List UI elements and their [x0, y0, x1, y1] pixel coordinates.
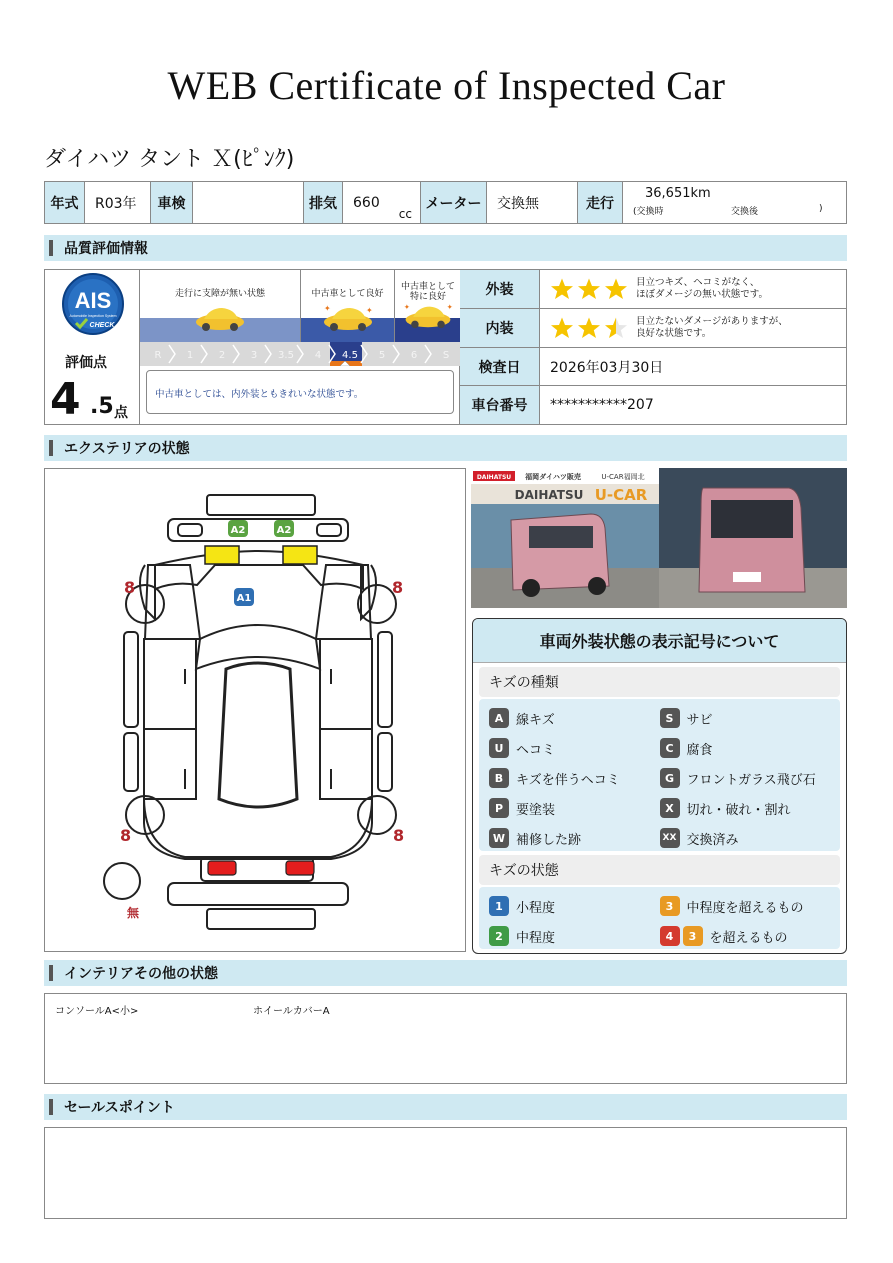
- score-main: 4: [50, 374, 79, 425]
- exterior-stars: [550, 277, 628, 301]
- legend-label: サビ: [686, 712, 713, 728]
- scale-tick-label: S: [442, 350, 450, 361]
- car-icon: [192, 303, 248, 333]
- quality-section-header: 品質評価情報: [44, 235, 847, 261]
- legend-type-item: [660, 763, 831, 793]
- legend-label: 中程度を超えるもの: [686, 900, 804, 916]
- exterior-grade-row: [460, 270, 847, 309]
- legend-types-header: キズの種類: [479, 667, 840, 697]
- ais-logo-check: CHECK: [89, 322, 115, 329]
- scale-tick-label: 5: [378, 350, 386, 361]
- engine-unit: cc: [398, 207, 412, 221]
- legend-label: 要塗装: [516, 802, 556, 818]
- legend-badge: A: [489, 708, 509, 728]
- legend-type-item: [489, 703, 660, 733]
- legend-label: 線キズ: [516, 712, 555, 728]
- exterior-desc: [636, 277, 768, 301]
- mileage-exchange-note: [633, 204, 846, 217]
- photo-banner-mid: 福岡ダイハツ販売: [525, 473, 581, 481]
- quality-rows: [460, 270, 847, 424]
- tire-tread-rear-right: 8: [393, 826, 405, 845]
- interior-grade-label: 内装: [460, 309, 540, 347]
- legend-label: を超えるもの: [709, 930, 788, 946]
- meter-value: 交換無: [487, 182, 578, 223]
- exterior-grade-label: 外装: [460, 270, 540, 308]
- legend-badge: 3: [683, 926, 703, 946]
- svg-text:✦: ✦: [403, 302, 410, 312]
- year-value: R03年: [85, 182, 151, 223]
- legend-label: 切れ・破れ・割れ: [686, 802, 791, 818]
- legend-label: ヘコミ: [516, 742, 556, 758]
- inspection-date-row: [460, 348, 847, 386]
- star-icon: [550, 277, 574, 301]
- interior-section-header: インテリアその他の状態: [44, 960, 847, 986]
- damage-legend: [472, 618, 847, 954]
- interior-grade-row: [460, 309, 847, 348]
- legend-badge: X: [660, 798, 680, 818]
- legend-type-item: [489, 793, 660, 823]
- star-icon: [577, 316, 601, 340]
- legend-label: 交換済み: [686, 832, 739, 848]
- grade-column-1-label: 走行に支障が無い状態: [174, 289, 265, 299]
- legend-badge: U: [489, 738, 509, 758]
- legend-label: 補修した跡: [516, 832, 582, 848]
- scale-tick-label: 4.5: [342, 350, 358, 361]
- grade-chart: [140, 270, 460, 424]
- legend-badge: B: [489, 768, 509, 788]
- legend-type-item: [489, 823, 660, 853]
- mileage-label: 走行: [578, 182, 623, 223]
- svg-text:✦: ✦: [365, 306, 373, 315]
- year-label: 年式: [45, 182, 85, 223]
- inspection-date-value: 2026年03月30日: [550, 359, 664, 376]
- shaken-label: 車検: [151, 182, 193, 223]
- damage-mark-a1: A1: [236, 593, 252, 604]
- legend-label: フロントガラス飛び石: [686, 772, 816, 788]
- spec-table: [44, 181, 847, 224]
- legend-badge: XX: [660, 828, 680, 848]
- legend-badge: 3: [660, 896, 680, 916]
- grade-note: 中古車としては、内外装ともきれいな状態です。: [146, 370, 454, 414]
- interior-desc-2: 良好な状態です。: [636, 328, 712, 339]
- scale-tick-label: R: [154, 350, 162, 361]
- interior-stars: [550, 316, 628, 340]
- legend-state-item: [660, 921, 831, 951]
- legend-badge: 1: [489, 896, 509, 916]
- score-decimal: .5: [90, 394, 114, 419]
- exterior-desc-2: ほぼダメージの無い状態です。: [636, 289, 769, 300]
- interior-note-2: ホイールカバーA: [253, 1006, 330, 1017]
- photo-banner-left: DAIHATSU: [476, 474, 512, 481]
- grade-column-3: [394, 270, 460, 342]
- scale-tick-label: 6: [410, 350, 418, 361]
- car-icon: [320, 303, 376, 333]
- interior-desc-1: 目立たないダメージがありますが、: [636, 316, 788, 327]
- mileage-cell: [623, 182, 846, 223]
- grade-column-2: [300, 270, 394, 342]
- car-photos: [471, 468, 847, 608]
- scale-tick-label: 3.5: [278, 350, 294, 361]
- legend-type-item: [489, 733, 660, 763]
- inspection-date-label: 検査日: [460, 348, 540, 385]
- car-name: ダイハツ タント Ｘ(ﾋﾟﾝｸ): [44, 147, 295, 172]
- legend-type-item: [489, 763, 660, 793]
- mileage-sub-3: ): [819, 204, 823, 214]
- legend-type-item: [660, 703, 831, 733]
- vin-row: [460, 386, 847, 424]
- exterior-damage-diagram: [44, 468, 466, 952]
- legend-title: 車両外装状態の表示記号について: [473, 619, 846, 663]
- spare-tire-status: 無: [127, 906, 140, 920]
- legend-badge: G: [660, 768, 680, 788]
- legend-label: 小程度: [516, 900, 556, 916]
- legend-badge: 4: [660, 926, 680, 946]
- grade-scale: [140, 342, 460, 366]
- ais-logo-text: AIS: [74, 288, 112, 313]
- legend-type-item: [660, 793, 831, 823]
- legend-badge: 2: [489, 926, 509, 946]
- document-title: WEB Certificate of Inspected Car: [167, 63, 726, 108]
- grade-column-2-label: 中古車として良好: [311, 289, 384, 299]
- shaken-value: [193, 182, 304, 223]
- legend-states: [479, 887, 840, 949]
- score-label: 評価点: [65, 355, 107, 371]
- meter-label: メーター: [421, 182, 487, 223]
- photo-sign-ucar: U-CAR: [594, 486, 648, 504]
- damage-mark-a2-left: A2: [230, 525, 246, 536]
- ais-score-area: [45, 270, 140, 424]
- star-icon: [604, 277, 628, 301]
- star-icon: [577, 277, 601, 301]
- tire-tread-rear-left: 8: [120, 826, 132, 845]
- engine-value: 660: [353, 194, 380, 211]
- mileage-sub-1: (交換時: [633, 207, 664, 217]
- legend-state-item: [489, 891, 660, 921]
- scale-tick-label: 2: [218, 350, 226, 361]
- vin-label: 車台番号: [460, 386, 540, 424]
- tire-tread-front-right: 8: [392, 578, 404, 597]
- photo-sign-daihatsu: DAIHATSU: [514, 488, 584, 502]
- scale-tick-label: 1: [186, 350, 194, 361]
- legend-badge: S: [660, 708, 680, 728]
- engine-label: 排気: [304, 182, 343, 223]
- legend-badge: P: [489, 798, 509, 818]
- legend-state-item: [660, 891, 831, 921]
- legend-state-item: [489, 921, 660, 951]
- legend-label: 腐食: [686, 742, 713, 758]
- car-icon: [400, 302, 456, 330]
- interior-notes: [44, 993, 847, 1084]
- interior-desc: [636, 316, 788, 340]
- legend-label: キズを伴うヘコミ: [516, 772, 620, 788]
- sales-points-box: [44, 1127, 847, 1219]
- star-icon: [550, 316, 574, 340]
- legend-badge: W: [489, 828, 509, 848]
- quality-panel: [44, 269, 847, 425]
- scale-tick-label: 3: [250, 350, 258, 361]
- photo-banner-right: U-CAR福岡北: [601, 473, 645, 481]
- legend-badge: C: [660, 738, 680, 758]
- ais-logo-sub: Automobile Inspection System: [69, 314, 117, 318]
- svg-text:✦: ✦: [323, 304, 331, 313]
- star-icon: [604, 316, 628, 340]
- interior-note-1: コンソールA<小>: [55, 1006, 139, 1017]
- score-unit: 点: [114, 405, 128, 421]
- scale-tick-label: 4: [314, 350, 322, 361]
- mileage-value: 36,651km: [645, 186, 711, 201]
- engine-cell: [343, 182, 421, 223]
- tire-tread-front-left: 8: [124, 578, 136, 597]
- exterior-section-header: エクステリアの状態: [44, 435, 847, 461]
- car-photo: [471, 468, 847, 608]
- legend-type-item: [660, 733, 831, 763]
- sales-section-header: セールスポイント: [44, 1094, 847, 1120]
- svg-text:✦: ✦: [446, 302, 453, 312]
- legend-label: 中程度: [516, 930, 556, 946]
- mileage-sub-2: 交換後: [731, 207, 759, 217]
- car-outline: [45, 469, 465, 951]
- exterior-desc-1: 目立つキズ、ヘコミがなく、: [636, 277, 760, 288]
- legend-types: [479, 699, 840, 851]
- grade-column-1: [140, 270, 300, 342]
- vin-value: ***********207: [550, 397, 654, 413]
- damage-mark-a2-right: A2: [276, 525, 292, 536]
- legend-state-header: キズの状態: [479, 855, 840, 885]
- grade-column-3-label: 中古車として特に良好: [400, 282, 455, 302]
- ais-logo: [54, 272, 132, 336]
- legend-type-item: [660, 823, 831, 853]
